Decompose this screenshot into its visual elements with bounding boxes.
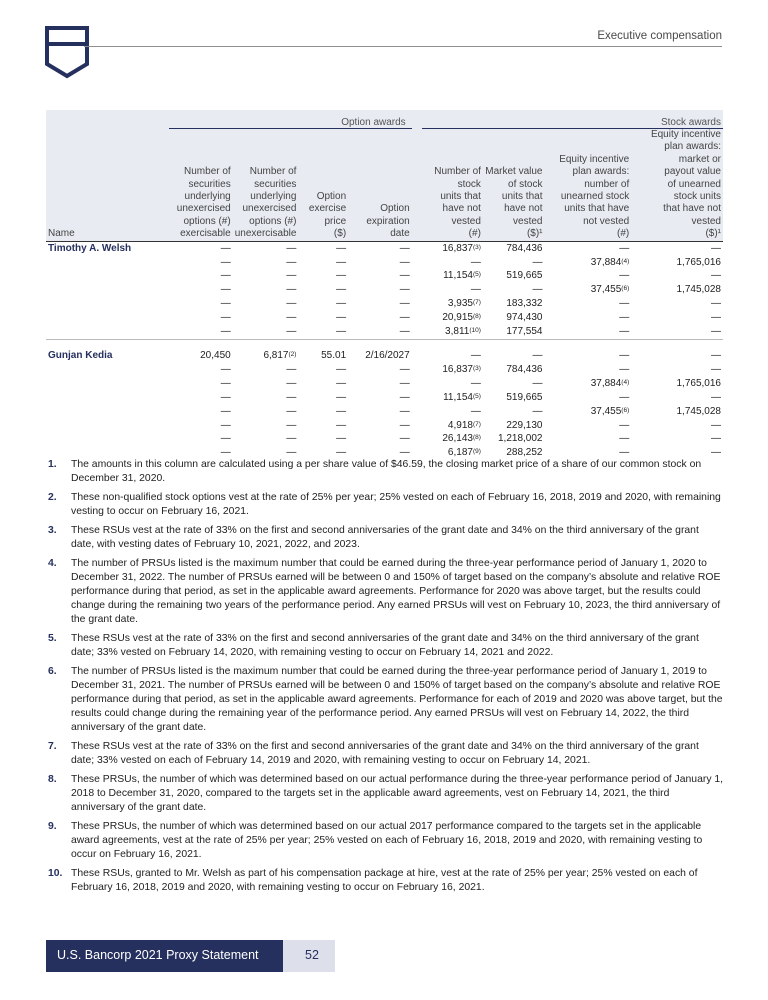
table-row (46, 419, 723, 433)
footnote-ref: (4) (621, 378, 630, 386)
table-cell: — (711, 447, 721, 459)
table-cell (233, 340, 299, 363)
cell-value: 4,918 (447, 419, 473, 431)
table-cell: — (220, 298, 231, 310)
column-header-line: ($)¹ (705, 228, 721, 240)
table-cell: — (399, 242, 410, 254)
footnote-number: 10. (48, 868, 63, 879)
table-row (46, 363, 723, 377)
footnote (48, 773, 724, 815)
table-cell: — (399, 312, 410, 324)
table-cell: — (220, 377, 231, 389)
footnote-text: These PRSUs, the number of which was determined based on our actual performance during the three-year performance period of January 1, 2018 to December 31, 2020, compared to the targets set in the applicable award agreements, vest on February 14, 2021, the third anniversary of the grant date. (71, 774, 724, 813)
executive-name (46, 363, 169, 377)
table-cell: — (399, 405, 410, 417)
table-cell: — (399, 419, 410, 431)
table-cell (545, 405, 632, 419)
table-cell: 177,554 (506, 326, 543, 338)
column-header (545, 129, 632, 242)
table-row (46, 340, 723, 363)
column-header (169, 129, 233, 242)
footnote-number: 5. (48, 633, 57, 644)
column-header-line: (#) (468, 228, 481, 240)
table-cell: 784,436 (506, 242, 543, 254)
table-row (46, 283, 723, 297)
table-cell: 55.01 (298, 340, 348, 363)
table-row (46, 311, 723, 325)
table-row (46, 256, 723, 270)
table-cell: — (220, 391, 231, 403)
column-header-line: Option (316, 191, 347, 203)
table-cell: — (220, 284, 231, 296)
table-cell: 2/16/2027 (348, 340, 412, 363)
table-cell: 974,430 (506, 312, 543, 324)
column-header-line: market or (678, 153, 721, 165)
column-header-line: Equity incentive (650, 129, 721, 140)
footnote-text: The amounts in this column are calculated using a per share value of $46.59, the closing market price of a share of our common stock on December 31, 2020. (71, 459, 702, 484)
executive-name (46, 311, 169, 325)
footnote-text: These RSUs, granted to Mr. Welsh as part of his compensation package at hire, vest at the rate of 25% per year; 25% vested on each of February 16, 2018, 2019 and 2020, with remaining vesting to occur on February 16, 2021. (71, 868, 698, 893)
table-cell: 1,745,028 (676, 405, 721, 417)
column-header (631, 129, 723, 242)
column-header-line: of stock (508, 178, 543, 190)
table-cell: — (286, 326, 297, 338)
footnote (48, 632, 724, 660)
column-header-line: Number of (184, 166, 231, 178)
column-header-line: exercisable (180, 228, 231, 240)
table-cell: — (336, 256, 347, 268)
table-cell: — (532, 256, 543, 268)
table-cell: — (286, 284, 297, 296)
table-cell: — (220, 242, 231, 254)
footnote-ref: (3) (472, 364, 481, 372)
table-cell: — (220, 433, 231, 445)
table-cell: — (399, 284, 410, 296)
executive-name (46, 419, 169, 433)
column-header-line: options (#) (183, 215, 231, 227)
cell-value: 6,817 (263, 350, 289, 361)
column-header-row (46, 129, 723, 242)
footnote-text: These non-qualified stock options vest at the rate of 25% per year; 25% vested on each of February 16, 2018, 2019 and 2020, with remaining vesting to occur on February 16, 2021. (71, 492, 721, 517)
column-header-line: vested (513, 215, 543, 227)
table-cell: — (220, 326, 231, 338)
footnote-ref: (5) (472, 271, 481, 279)
table-cell: — (711, 270, 721, 282)
table-cell: — (545, 340, 632, 363)
cell-value: 37,884 (590, 377, 622, 389)
table-row (46, 377, 723, 391)
table-cell: — (286, 433, 297, 445)
table-cell: 288,252 (506, 447, 543, 459)
executive-name: Timothy A. Welsh (48, 242, 132, 254)
table-cell: — (336, 326, 347, 338)
column-header-line: Equity incentive (559, 153, 630, 165)
column-header (348, 129, 412, 242)
table-cell: — (711, 391, 721, 403)
table-cell: — (532, 405, 543, 417)
column-header-line: unexercised (176, 203, 231, 215)
table-cell: 519,665 (506, 391, 543, 403)
table-cell (422, 363, 483, 377)
table-cell: 519,665 (506, 270, 543, 282)
footnote-text: These RSUs vest at the rate of 33% on the first and second anniversaries of the grant date and 34% on the third anniversary of the grant date, with vesting dates of February 10, 2021, 2022, and 2023. (71, 525, 699, 550)
footnote-ref: (10) (469, 327, 481, 335)
footnote-text: These RSUs vest at the rate of 33% on the first and second anniversaries of the grant date and 34% on the third anniversary of the grant date; 33% vested on February 14, 2020, with remaining vesting to occur on February 14, 2021 and 2022. (71, 633, 699, 658)
table-cell: — (619, 363, 630, 375)
column-header-line: underlying (184, 191, 231, 203)
table-cell (545, 377, 632, 391)
table-cell: — (483, 340, 545, 363)
table-cell: — (336, 298, 347, 310)
table-cell: — (619, 391, 630, 403)
footnote-number: 1. (48, 459, 57, 470)
page-header (40, 24, 722, 48)
column-header-line: Name (48, 228, 75, 240)
table-cell: — (336, 242, 347, 254)
table-cell: — (711, 312, 721, 324)
section-title: Executive compensation (597, 30, 722, 42)
footnote-number: 4. (48, 558, 57, 569)
group-stock-awards: Stock awards (422, 110, 724, 129)
column-header-line: that have not (663, 203, 721, 215)
table-cell: — (619, 312, 630, 324)
table-cell: — (286, 363, 297, 375)
table-cell (545, 283, 632, 297)
group-option-awards: Option awards (169, 110, 412, 129)
table-row (46, 391, 723, 405)
column-header-line: date (390, 228, 410, 240)
table-cell: 20,450 (169, 340, 233, 363)
executive-name (46, 325, 169, 339)
page-footer (46, 940, 768, 972)
table-cell: — (711, 419, 721, 431)
table-cell: — (619, 419, 630, 431)
table-cell: — (619, 298, 630, 310)
table-cell: — (711, 298, 721, 310)
table-cell: — (619, 447, 630, 459)
table-cell: — (336, 391, 347, 403)
table-cell: — (220, 447, 231, 459)
footnote-number: 8. (48, 774, 57, 785)
footnote-ref: (8) (472, 313, 481, 321)
table-cell: 1,745,028 (676, 284, 721, 296)
executive-name (46, 405, 169, 419)
footnote (48, 557, 724, 627)
table-cell: — (399, 391, 410, 403)
table-cell: — (286, 405, 297, 417)
executive-name (46, 377, 169, 391)
column-header-line: of unearned (667, 178, 721, 190)
table-cell: — (286, 391, 297, 403)
column-header-line: units that (440, 191, 481, 203)
table-cell: — (220, 419, 231, 431)
column-header-line: stock (457, 178, 481, 190)
column-header-line: (#) (617, 228, 630, 240)
column-header-line: securities (188, 178, 231, 190)
table-cell (422, 311, 483, 325)
executive-name (46, 432, 169, 446)
table-cell: — (470, 256, 481, 268)
table-cell: — (286, 377, 297, 389)
footnote-ref: (4) (621, 257, 630, 265)
footnote (48, 524, 724, 552)
table-cell (422, 419, 483, 433)
cell-value: 37,455 (590, 284, 622, 296)
column-header-line: unexercisable (234, 228, 297, 240)
column-header-line: plan awards: (664, 141, 721, 153)
table-cell: 784,436 (506, 363, 543, 375)
cell-value: 16,837 (442, 363, 473, 375)
cell-value: 37,884 (590, 256, 622, 268)
cell-value: 16,837 (442, 242, 473, 254)
table-cell (422, 432, 483, 446)
table-cell (545, 256, 632, 270)
footnote-number: 2. (48, 492, 57, 503)
table-cell (422, 391, 483, 405)
table-cell: — (286, 312, 297, 324)
executive-name (46, 283, 169, 297)
table-cell: — (399, 433, 410, 445)
column-header (233, 129, 299, 242)
column-header-line: payout value (664, 166, 721, 178)
table-cell: 183,332 (506, 298, 543, 310)
footnote-ref: (5) (472, 392, 481, 400)
column-header-line: stock units (673, 191, 721, 203)
table-cell: — (470, 377, 481, 389)
table-body (46, 241, 723, 460)
column-header-line: underlying (250, 191, 297, 203)
column-header-line: number of (584, 178, 630, 190)
executive-name (46, 269, 169, 283)
table-cell: — (470, 284, 481, 296)
column-header (298, 129, 348, 242)
column-header-line: ($)¹ (526, 228, 543, 240)
executive-name (46, 256, 169, 270)
cell-value: 6,187 (447, 447, 473, 459)
table-cell: — (532, 377, 543, 389)
table-cell (422, 269, 483, 283)
table-cell: — (619, 433, 630, 445)
footnote-ref: (6) (621, 285, 630, 293)
footnote (48, 867, 724, 895)
table-cell: — (220, 270, 231, 282)
footnote-ref: (9) (472, 448, 481, 456)
footnote-text: The number of PRSUs listed is the maximum number that could be earned during the three-year performance period of January 1, 2019 to December 31, 2021. The number of PRSUs earned will be between 0 and 150% of target based on the company’s absolute and relative ROE performance during that period, as set in the applicable award agreements. Performance for each of 2019 and 2020 was above target, but the results could change during the remaining year of the performance period. Any earned PRSUs will vest on February 14, 2022, the third anniversary of the grant date. (71, 666, 723, 733)
table-row (46, 325, 723, 339)
table-cell: — (336, 419, 347, 431)
table-cell: — (470, 405, 481, 417)
footnote-text: The number of PRSUs listed is the maximum number that could be earned during the three-year performance period of January 1, 2020 to December 31, 2022. The number of PRSUs earned will be between 0 and 150% of target based on the company’s absolute and relative ROE performance during that period, as set in the applicable award agreements. Performance for 2020 was above target, but the results could change during the remaining two years of the performance period. Any earned PRSUs will vest on February 10, 2023, the third anniversary of the grant date. (71, 558, 721, 625)
table-cell: — (286, 419, 297, 431)
table-cell: — (399, 377, 410, 389)
table-cell: — (286, 256, 297, 268)
column-header-line: vested (451, 215, 481, 227)
table-cell: 1,765,016 (676, 377, 721, 389)
table-cell: — (631, 340, 723, 363)
footnote-ref: (2) (288, 351, 297, 358)
table-cell: 1,218,002 (498, 433, 543, 445)
table-cell: — (336, 363, 347, 375)
table-cell: — (711, 326, 721, 338)
footnotes-list (48, 458, 724, 900)
table-cell: 1,765,016 (676, 256, 721, 268)
table-cell: — (619, 326, 630, 338)
footnote-ref: (6) (621, 406, 630, 414)
column-header-line: not vested (583, 215, 630, 227)
table-cell: — (532, 284, 543, 296)
footnote (48, 491, 724, 519)
footnote-ref: (7) (472, 299, 481, 307)
table-cell: — (619, 242, 630, 254)
cell-value: 3,811 (445, 326, 470, 338)
cell-value: 11,154 (443, 270, 473, 282)
footnote-ref: (8) (472, 434, 481, 442)
table-cell: — (619, 270, 630, 282)
table-cell: — (399, 298, 410, 310)
table-cell: — (286, 270, 297, 282)
table-cell: — (422, 340, 483, 363)
table-cell: — (399, 447, 410, 459)
footnote-number: 6. (48, 666, 57, 677)
column-header-line: exercise (308, 203, 347, 215)
table-cell: — (336, 284, 347, 296)
group-header-row (46, 110, 723, 129)
table-cell: — (336, 312, 347, 324)
footnote-number: 7. (48, 741, 57, 752)
table-row (46, 269, 723, 283)
table-cell: — (711, 242, 721, 254)
column-header-line: Number of (434, 166, 481, 178)
table-cell: — (399, 256, 410, 268)
table-cell: — (286, 298, 297, 310)
column-header-line: vested (691, 215, 721, 227)
cell-value: 37,455 (590, 405, 622, 417)
footer-title: U.S. Bancorp 2021 Proxy Statement (57, 948, 259, 962)
footnote-number: 3. (48, 525, 57, 536)
column-header-line: Option (380, 203, 410, 215)
cell-value: 11,154 (443, 391, 473, 403)
table-cell: — (336, 270, 347, 282)
column-header-line: unearned stock (560, 191, 630, 203)
table-cell: — (711, 363, 721, 375)
footnote (48, 820, 724, 862)
table-cell: — (711, 433, 721, 445)
table-cell: — (336, 447, 347, 459)
column-header-line: have not (442, 203, 481, 215)
table-cell: — (220, 256, 231, 268)
table-cell: — (336, 377, 347, 389)
column-header-line: plan awards: (572, 166, 630, 178)
table-cell: — (286, 447, 297, 459)
table-cell: — (336, 433, 347, 445)
executive-name: Gunjan Kedia (46, 340, 169, 363)
table-row (46, 241, 723, 255)
header-divider (84, 46, 722, 47)
column-header-line: units that (501, 191, 543, 203)
table-cell (422, 241, 483, 255)
table-cell: — (336, 405, 347, 417)
table-cell (422, 297, 483, 311)
column-header (46, 129, 169, 242)
outstanding-equity-awards-table (46, 110, 723, 460)
footnote-ref: (3) (472, 243, 481, 251)
footnote-text: These RSUs vest at the rate of 33% on the first and second anniversaries of the grant date and 34% on the third anniversary of the grant date; 33% vested on each of February 14, 2019 and 2020, with remaining vesting to occur on February 14, 2021. (71, 741, 699, 766)
page-number: 52 (305, 948, 319, 962)
cell-value: 3,935 (447, 298, 473, 310)
column-header-line: Market value (485, 166, 543, 178)
table-cell (422, 325, 483, 339)
footnote-ref: (7) (472, 420, 481, 428)
table-row (46, 432, 723, 446)
column-header-line: expiration (366, 215, 410, 227)
table-row (46, 297, 723, 311)
table-cell: — (220, 405, 231, 417)
column-header-line: have not (504, 203, 543, 215)
table-row (46, 405, 723, 419)
footnote (48, 740, 724, 768)
cell-value: 20,915 (442, 312, 473, 324)
column-header-line: unexercised (242, 203, 297, 215)
footnote (48, 458, 724, 486)
table-cell: 229,130 (506, 419, 543, 431)
column-header-line: Number of (249, 166, 297, 178)
table-cell: — (286, 242, 297, 254)
table-cell: — (399, 326, 410, 338)
table-cell: — (399, 363, 410, 375)
footnote-number: 9. (48, 821, 57, 832)
column-header-line: options (#) (249, 215, 297, 227)
column-header-line: price (324, 215, 347, 227)
column-header (422, 129, 483, 242)
footnote (48, 665, 724, 735)
cell-value: 26,143 (442, 433, 473, 445)
column-header-line: units that have (564, 203, 630, 215)
table-cell: — (399, 270, 410, 282)
footnote-text: These PRSUs, the number of which was determined based on our actual 2017 performance compared to the targets set in the applicable award agreements, vest at the rate of 25% per year; 25% vested on each of February 16, 2018, 2019 and 2020, with remaining vesting to occur on February 16, 2021. (71, 821, 703, 860)
executive-name (46, 391, 169, 405)
column-header-line: securities (254, 178, 297, 190)
column-header-line: ($) (333, 228, 347, 240)
table-cell: — (220, 312, 231, 324)
column-header (483, 129, 545, 242)
table-cell: — (220, 363, 231, 375)
executive-name (46, 297, 169, 311)
